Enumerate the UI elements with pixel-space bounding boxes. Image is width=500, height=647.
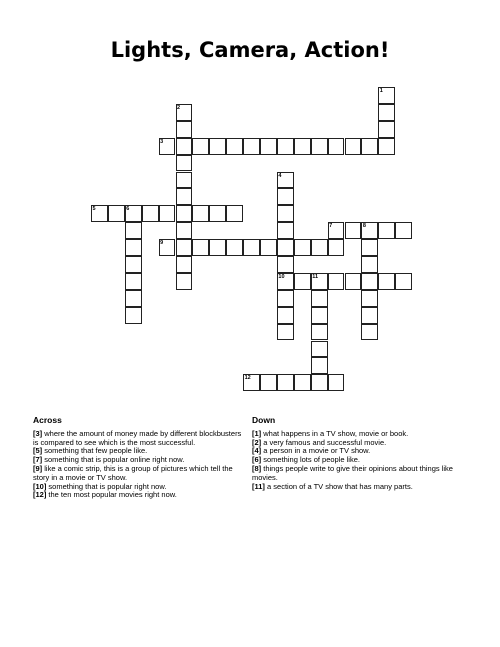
- grid-cell[interactable]: [361, 290, 378, 307]
- clue-text: things people write to give their opinions about things like movies.: [252, 463, 453, 482]
- grid-cell[interactable]: [395, 222, 412, 239]
- grid-cell[interactable]: [328, 138, 345, 155]
- grid-cell[interactable]: [176, 222, 193, 239]
- grid-cell[interactable]: [311, 341, 328, 358]
- down-clue-list: [252, 430, 472, 492]
- grid-cell[interactable]: [176, 256, 193, 273]
- grid-cell[interactable]: [277, 222, 294, 239]
- grid-cell[interactable]: [209, 138, 226, 155]
- grid-cell[interactable]: [311, 239, 328, 256]
- grid-cell[interactable]: [277, 374, 294, 391]
- grid-cell[interactable]: [345, 273, 362, 290]
- grid-cell[interactable]: [176, 155, 193, 172]
- grid-cell[interactable]: [125, 307, 142, 324]
- clue-number: 3: [160, 138, 164, 145]
- grid-cell[interactable]: [361, 138, 378, 155]
- across-clue: [33, 465, 245, 483]
- clue-number-label: [5]: [33, 446, 43, 456]
- grid-cell[interactable]: [209, 205, 226, 222]
- clue-number-label: [6]: [252, 455, 262, 465]
- grid-cell[interactable]: [260, 374, 277, 391]
- across-clues: [33, 416, 245, 500]
- grid-cell[interactable]: [378, 273, 395, 290]
- grid-cell[interactable]: [243, 138, 260, 155]
- grid-cell[interactable]: [378, 222, 395, 239]
- grid-cell[interactable]: [277, 138, 294, 155]
- grid-cell[interactable]: [378, 104, 395, 121]
- grid-cell[interactable]: [176, 172, 193, 189]
- grid-cell[interactable]: [378, 121, 395, 138]
- clue-number: 6: [126, 206, 130, 213]
- grid-cell[interactable]: [311, 357, 328, 374]
- clue-text: something that is popular online right now.: [42, 455, 185, 465]
- grid-cell[interactable]: [311, 307, 328, 324]
- clue-text: a person in a movie or TV show.: [261, 446, 371, 456]
- clue-text: what happens in a TV show, movie or book.: [261, 428, 409, 438]
- grid-cell[interactable]: [328, 239, 345, 256]
- grid-cell[interactable]: [192, 138, 209, 155]
- clue-number: 7: [329, 223, 333, 230]
- clue-text: where the amount of money made by different blockbusters is compared to see which is the most successful.: [33, 428, 242, 447]
- grid-cell[interactable]: [277, 188, 294, 205]
- clue-number: 10: [278, 273, 285, 280]
- clue-number: 5: [92, 206, 96, 213]
- grid-cell[interactable]: [294, 138, 311, 155]
- grid-cell[interactable]: [361, 239, 378, 256]
- grid-cell[interactable]: [125, 256, 142, 273]
- grid-cell[interactable]: [277, 324, 294, 341]
- grid-cell[interactable]: [125, 222, 142, 239]
- clue-text: something lots of people like.: [261, 455, 360, 465]
- clue-number-label: [3]: [33, 428, 43, 438]
- grid-cell[interactable]: [176, 121, 193, 138]
- clue-number-label: [8]: [252, 463, 262, 473]
- grid-cell[interactable]: [311, 138, 328, 155]
- grid-cell[interactable]: [328, 273, 345, 290]
- grid-cell[interactable]: [125, 239, 142, 256]
- grid-cell[interactable]: [345, 138, 362, 155]
- grid-cell[interactable]: [361, 307, 378, 324]
- grid-cell[interactable]: [311, 290, 328, 307]
- grid-cell[interactable]: [277, 256, 294, 273]
- across-heading: Across: [33, 415, 62, 425]
- clue-text: something that is popular right now.: [46, 481, 167, 491]
- grid-cell[interactable]: [361, 324, 378, 341]
- grid-cell[interactable]: [311, 324, 328, 341]
- clue-number: 2: [177, 104, 181, 111]
- down-clue: [252, 465, 472, 483]
- grid-cell[interactable]: [176, 273, 193, 290]
- grid-cell[interactable]: [125, 273, 142, 290]
- clue-number-label: [12]: [33, 490, 47, 500]
- grid-cell[interactable]: [277, 205, 294, 222]
- grid-cell[interactable]: [243, 239, 260, 256]
- down-clues: [252, 416, 472, 491]
- clue-number: 1: [379, 88, 383, 94]
- across-clue: [33, 430, 245, 448]
- grid-cell[interactable]: [176, 138, 193, 155]
- grid-cell[interactable]: [395, 273, 412, 290]
- grid-cell[interactable]: [142, 205, 159, 222]
- grid-cell[interactable]: [176, 205, 193, 222]
- clue-number-label: [10]: [33, 481, 47, 491]
- clue-number-label: [4]: [252, 446, 262, 456]
- clue-number-label: [7]: [33, 455, 43, 465]
- grid-cell[interactable]: [328, 374, 345, 391]
- across-clue-list: [33, 430, 245, 500]
- clue-number: 9: [160, 240, 164, 247]
- grid-cell[interactable]: [361, 273, 378, 290]
- grid-cell[interactable]: [108, 205, 125, 222]
- grid-cell[interactable]: [176, 188, 193, 205]
- grid-cell[interactable]: [277, 290, 294, 307]
- clue-text: something that few people like.: [42, 446, 148, 456]
- grid-cell[interactable]: [159, 205, 176, 222]
- grid-cell[interactable]: [378, 138, 395, 155]
- grid-cell[interactable]: [277, 307, 294, 324]
- grid-cell[interactable]: [226, 205, 243, 222]
- grid-cell[interactable]: [361, 256, 378, 273]
- down-clue: [252, 483, 472, 492]
- clue-number-label: [9]: [33, 463, 43, 473]
- grid-cell[interactable]: [277, 239, 294, 256]
- grid-cell[interactable]: [260, 239, 277, 256]
- across-clue: [33, 491, 245, 500]
- clue-text: like a comic strip, this is a group of pictures which tell the story in a movie or TV show.: [33, 463, 233, 482]
- down-heading: Down: [252, 415, 276, 425]
- clue-number: 12: [244, 375, 251, 382]
- grid-cell[interactable]: [294, 239, 311, 256]
- grid-cell[interactable]: [260, 138, 277, 155]
- grid-cell[interactable]: [192, 239, 209, 256]
- clue-number-label: [2]: [252, 437, 262, 447]
- clue-number: 8: [362, 223, 366, 230]
- clue-number: 11: [312, 273, 319, 280]
- clue-number-label: [11]: [252, 481, 265, 491]
- grid-cell[interactable]: [311, 374, 328, 391]
- grid-cell[interactable]: [294, 273, 311, 290]
- clue-number: 4: [278, 172, 282, 179]
- grid-cell[interactable]: [209, 239, 226, 256]
- grid-cell[interactable]: [226, 239, 243, 256]
- grid-cell[interactable]: [226, 138, 243, 155]
- grid-cell[interactable]: [125, 290, 142, 307]
- clue-text: a section of a TV show that has many parts.: [264, 481, 413, 491]
- clue-number-label: [1]: [252, 428, 262, 438]
- grid-cell[interactable]: [294, 374, 311, 391]
- puzzle-title: Lights, Camera, Action!: [110, 38, 390, 62]
- clue-text: the ten most popular movies right now.: [46, 490, 177, 500]
- grid-cell[interactable]: [192, 205, 209, 222]
- grid-cell[interactable]: [176, 239, 193, 256]
- grid-cell[interactable]: [345, 222, 362, 239]
- clue-text: a very famous and successful movie.: [261, 437, 387, 447]
